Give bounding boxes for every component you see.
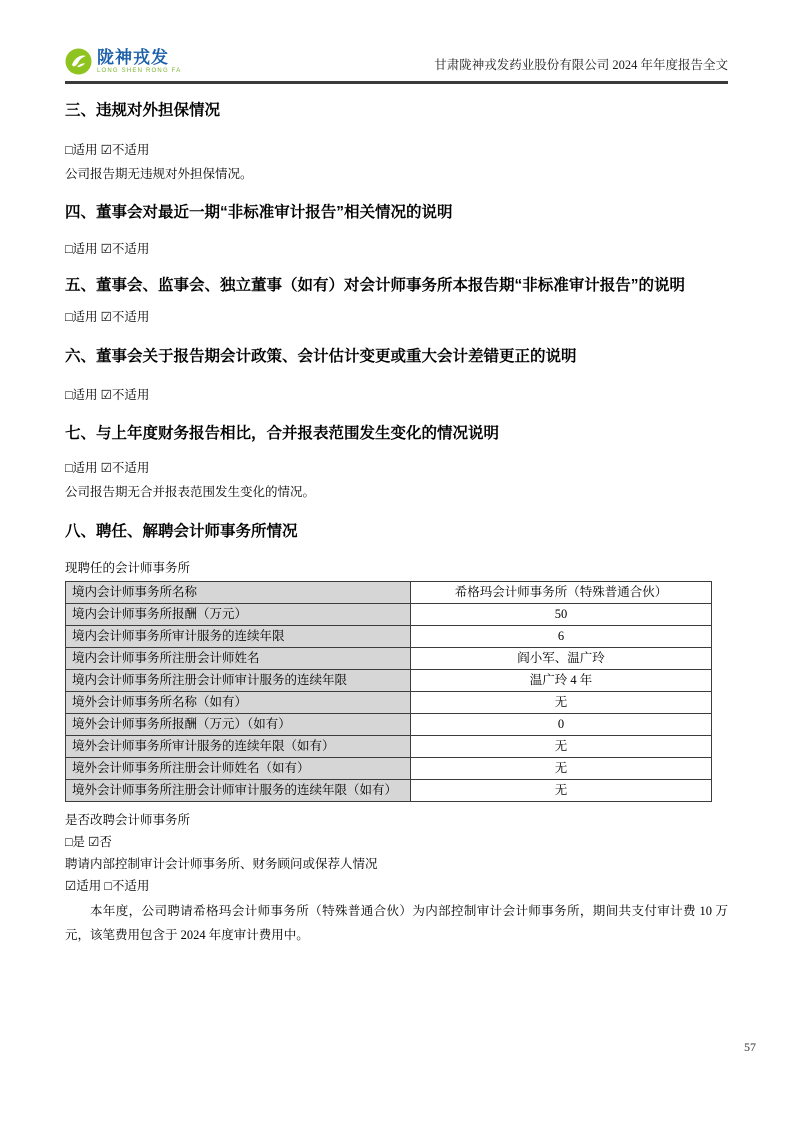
row-value: 无 [411,736,712,758]
section-5-applicability-checkboxes: □适用 ☑不适用 [65,310,150,324]
row-value: 6 [411,626,712,648]
row-label: 境内会计师事务所名称 [66,582,411,604]
section-6-heading: 六、董事会关于报告期会计政策、会计估计变更或重大会计差错更正的说明 [65,348,577,365]
section-7-applicability-checkboxes: □适用 ☑不适用 [65,461,150,475]
row-label: 境内会计师事务所报酬（万元） [66,604,411,626]
internal-control-applicability-checkboxes: ☑适用 □不适用 [65,879,150,893]
row-value: 希格玛会计师事务所（特殊普通合伙） [411,582,712,604]
row-label: 境内会计师事务所注册会计师姓名 [66,648,411,670]
section-6-applicability-checkboxes: □适用 ☑不适用 [65,388,150,402]
page-header [0,0,793,75]
row-label: 境外会计师事务所审计服务的连续年限（如有） [66,736,411,758]
row-label: 境内会计师事务所审计服务的连续年限 [66,626,411,648]
section-3-applicability-checkboxes: □适用 ☑不适用 [65,143,150,157]
row-value: 阎小军、温广玲 [411,648,712,670]
logo-sprout-icon [65,48,92,75]
table-row [66,736,712,758]
header-divider [65,81,728,84]
current-accounting-firm-label: 现聘任的会计师事务所 [65,561,191,575]
table-row [66,582,712,604]
section-3-heading: 三、违规对外担保情况 [65,102,221,119]
table-row [66,648,712,670]
logo-text [97,49,181,74]
row-label: 境内会计师事务所注册会计师审计服务的连续年限 [66,670,411,692]
section-4-heading: 四、董事会对最近一期“非标准审计报告”相关情况的说明 [65,204,453,221]
brand-name: 陇神戎发 [97,48,169,67]
page-number: 57 [744,1040,756,1054]
section-7-note: 公司报告期无合并报表范围发生变化的情况。 [65,485,316,499]
row-label: 境外会计师事务所注册会计师姓名（如有） [66,758,411,780]
section-4-applicability-checkboxes: □适用 ☑不适用 [65,242,150,256]
table-row [66,626,712,648]
section-3-note: 公司报告期无违规对外担保情况。 [65,167,253,181]
change-firm-question: 是否改聘会计师事务所 [65,813,191,827]
internal-control-paragraph: 本年度，公司聘请希格玛会计师事务所（特殊普通合伙）为内部控制审计会计师事务所，期间共支付审计费 10 万元，该笔费用包含于 2024 年度审计费用中。 [65,904,728,942]
row-value: 无 [411,758,712,780]
section-8-heading: 八、聘任、解聘会计师事务所情况 [65,523,298,540]
report-title: 甘肃陇神戎发药业股份有限公司 2024 年年度报告全文 [434,58,728,72]
row-label: 境外会计师事务所名称（如有） [66,692,411,714]
table-row [66,714,712,736]
table-row [66,692,712,714]
section-5-heading: 五、董事会、监事会、独立董事（如有）对会计师事务所本报告期“非标准审计报告”的说明 [65,277,686,294]
row-value: 50 [411,604,712,626]
row-label: 境外会计师事务所报酬（万元）（如有） [66,714,411,736]
row-value: 0 [411,714,712,736]
table-row [66,758,712,780]
table-row [66,670,712,692]
table-row [66,780,712,802]
change-firm-answer-checkboxes: □是 ☑否 [65,835,112,849]
row-value: 温广玲 4 年 [411,670,712,692]
section-7-heading: 七、与上年度财务报告相比，合并报表范围发生变化的情况说明 [65,425,500,442]
row-label: 境外会计师事务所注册会计师审计服务的连续年限（如有） [66,780,411,802]
brand-subtitle: LONG SHEN RONG FA [97,68,182,74]
table-row [66,604,712,626]
company-logo [65,48,181,75]
internal-control-engagement-label: 聘请内部控制审计会计师事务所、财务顾问或保荐人情况 [65,857,378,871]
accounting-firm-table [65,581,712,802]
row-value: 无 [411,780,712,802]
page-content [0,95,793,947]
row-value: 无 [411,692,712,714]
